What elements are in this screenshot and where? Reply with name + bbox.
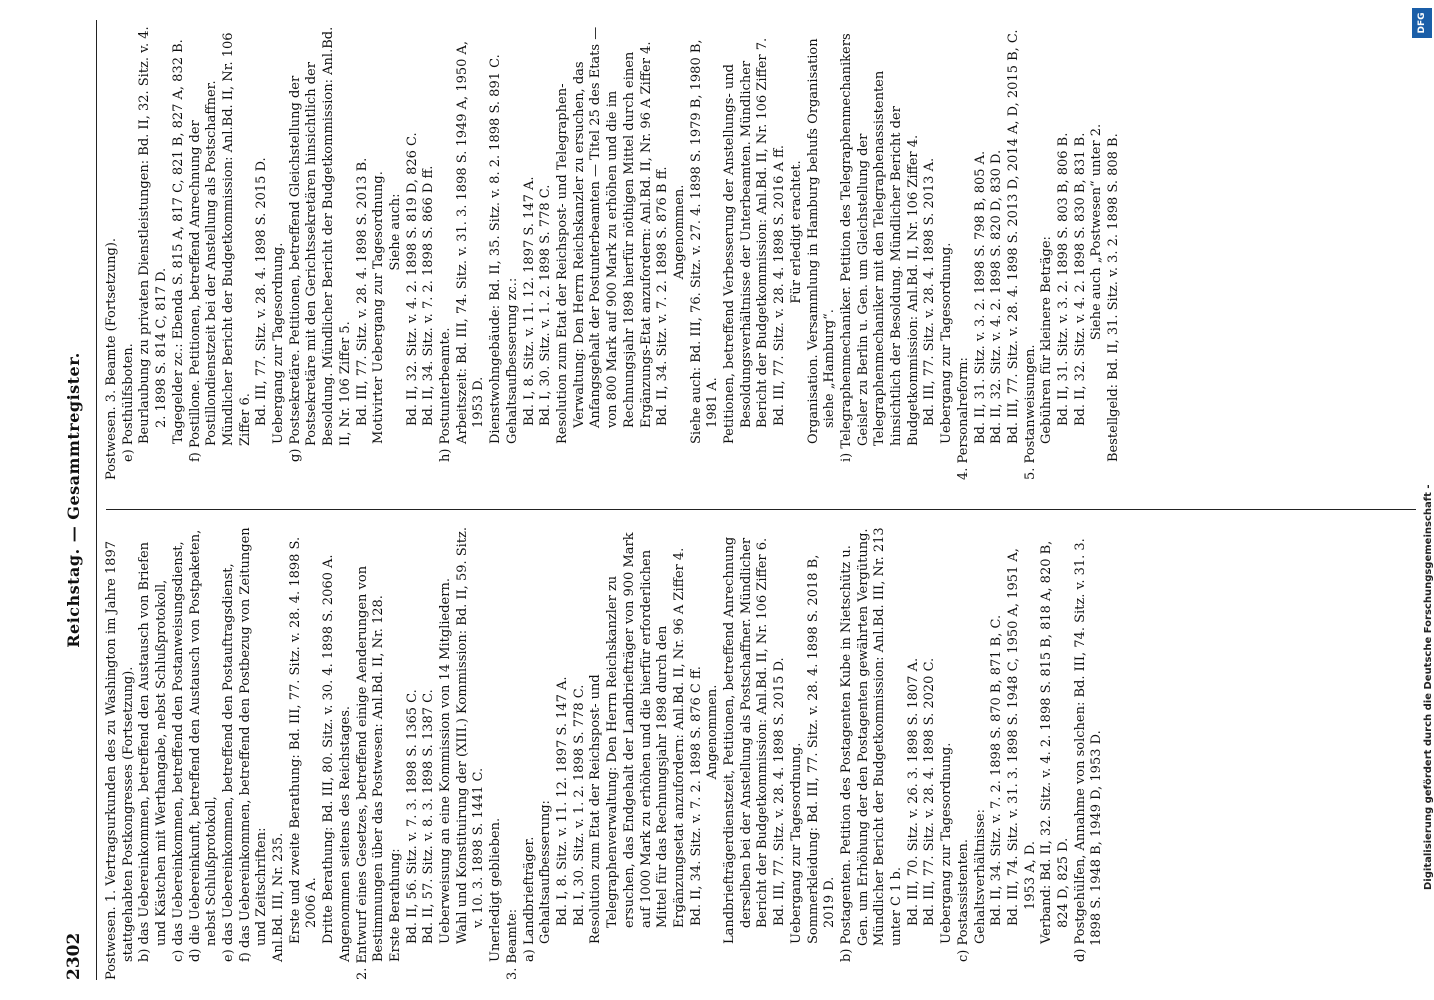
register-entry: 4. Personalreform: [955,357,971,480]
register-entry: Gebühren für kleinere Beträge: [1039,236,1055,444]
register-entry: d) Postgehülfen, Annahme von solchen: Bd. III, 74. Sitz. v. 31. 3. 1898 S. 1948 B, 1949 D, 1953 D. [1072,538,1105,962]
register-entry: Bd. III, 77. Sitz. v. 28. 4. 1898 S. 2013 B. [354,157,370,426]
register-entry: Bd. III, 74. Sitz. v. 31. 3. 1898 S. 1948 C, 1950 A, 1951 A, 1953 A, D. [1005,548,1038,926]
register-entry: Tagegelder zc.: Ebenda S. 815 A, 817 C, 821 B, 827 A, 832 B. [170,39,186,444]
register-entry: 3. Beamte: [504,908,520,980]
register-entry: b) das Uebereinkommen, betreffend den Austausch von Briefen und Kästchen mit Werthangabe, nebst Schlußprotokoll, [137,541,170,962]
register-entry: a) Landbriefträger. [521,836,537,962]
register-entry: f) das Uebereinkommen, betreffend den Postbezug von Zeitungen und Zeitschriften: [237,527,270,962]
register-entry: e) das Uebereinkommen, betreffend den Postauftragsdienst, [220,563,236,962]
register-entry: Erste und zweite Berathung: Bd. III, 77. Sitz. v. 28. 4. 1898 S. 2006 A. [287,536,320,944]
page-number: 2302 [64,932,84,980]
register-entry: Bd. III, 77. Sitz. v. 28. 4. 1898 S. 2015 D. [772,657,788,926]
register-entry: Bd. I, 8. Sitz. v. 11. 12. 1897 S. 147 A. [554,676,570,926]
register-entry: i) Telegraphenmechaniker. Petition des Telegraphenmechanikers Geisler zu Berlin u. Gen. um Gleichstellung der Telegraphenmechaniker mit den Telegraphenassistenten hinsichtlich der Besoldung. Mündlicher Bericht der Budgetkommission: Anl.Bd. II, Nr. 106 Ziffer 4. [838,33,921,462]
register-entry: Angenommen. [705,684,721,780]
register-entry: Bd. II, 31. Sitz. v. 3. 2. 1898 S. 798 B, 805 A. [972,150,988,444]
register-entry: Für erledigt erachtet. [788,160,804,304]
register-entry: c) Postassistenten. [955,838,971,962]
left-column [104,520,1106,980]
register-entry: Bd. II, 32. Sitz. v. 4. 2. 1898 S. 819 D, 826 C. [404,132,420,426]
rotated-register-page [56,0,1431,1000]
register-entry: Gehaltsaufbesserung zc.: [504,277,520,444]
register-entry: Bd. I, 30. Sitz. v. 1. 2. 1898 S. 778 C. [538,184,554,426]
register-entry: f) Postillone. Petitionen, betreffend Anrechnung der Postillondienstzeit bei der Anstellung als Postschaffner. Mündlicher Bericht der Budgetkommission: Anl.Bd. II, Nr. 106 Ziffer 6. [187,32,253,462]
register-entry: Ueberweisung an eine Kommission von 14 Mitgliedern. [438,578,454,944]
register-entry: Siehe auch „Postwesen“ unter 2. [1089,123,1105,341]
register-entry: Bd. II, 32. Sitz. v. 4. 2. 1898 S. 820 D, 830 D. [989,149,1005,444]
register-entry: Bd. II, 34. Sitz. v. 7. 2. 1898 S. 876 B ff. [655,166,671,426]
register-entry: Bd. II, 34. Sitz. v. 7. 2. 1898 S. 866 D ff. [421,165,437,426]
register-entry: Bd. I, 30. Sitz. v. 1. 2. 1898 S. 778 C. [571,684,587,926]
register-entry: d) die Uebereinkunft, betreffend den Austausch von Postpaketen, nebst Schlußprotokoll, [187,529,220,962]
page-header [62,20,92,980]
register-entry: Dritte Berathung: Bd. III, 80. Sitz. v. 30. 4. 1898 S. 2060 A. [321,554,337,944]
register-entry: Dienstwohngebäude: Bd. II, 35. Sitz. v. 8. 2. 1898 S. 891 C. [488,54,504,444]
register-entry: Bd. I, 8. Sitz. v. 11. 12. 1897 S. 147 A. [521,176,537,426]
register-entry: Bd. II, 57. Sitz. v. 8. 3. 1898 S. 1387 C. [421,689,437,944]
register-entry: Angenommen seitens des Reichstages. [337,705,353,962]
register-entry: Angenommen. [671,184,687,280]
register-entry: Landbriefträgerdienstzeit, Petitionen, betreffend Anrechnung derselben bei der Anstellung als Postschaffner. Mündlicher Bericht der Budgetkommission: Anl.Bd. II, Nr. 106 Ziffer 6. [722,536,771,944]
register-entry: Bd. II, 34. Sitz. v. 7. 2. 1898 S. 870 B, 871 B, C. [989,614,1005,926]
column-divider [106,509,1416,510]
register-entry: b) Postagenten. Petition des Postagenten Kube in Nietschütz u. Gen. um Erhöhung der den Postagenten gewährten Vergütung. Mündlicher Bericht der Budgetkommission: Anl.Bd. III, Nr. 213 unter C 1 b. [838,527,905,962]
register-entry: Arbeitszeit: Bd. III, 74. Sitz. v. 31. 3. 1898 S. 1949 A, 1950 A, 1953 D. [454,40,487,444]
register-entry: Sommerkleidung: Bd. III, 77. Sitz. v. 28. 4. 1898 S. 2018 B, 2019 D. [805,554,838,944]
register-entry: Erste Berathung: [387,848,403,962]
register-entry: Postwesen. 1. Vertragsurkunden des zu Washington im Jahre 1897 stattgehabten Postkongresses (Fortsetzung). [104,541,136,980]
register-entry: Uebergang zur Tagesordnung. [939,242,955,444]
register-entry: Bd. III, 77. Sitz. v. 28. 4. 1898 S. 2013 A. [922,157,938,426]
register-entry: Bd. III, 77. Sitz. v. 28. 4. 1898 S. 2016 A ff. [772,145,788,426]
register-entry: Bestellgeld: Bd. II, 31. Sitz. v. 3. 2. 1898 S. 808 B. [1106,133,1122,462]
register-entry: Siehe auch: [387,193,403,271]
register-entry: Gehaltsaufbesserung: [538,800,554,944]
digitization-credit: Digitalisierung gefördert durch die Deutsche Forschungsgemeinschaft - [1423,484,1434,890]
register-entry: Uebergang zur Tagesordnung. [271,242,287,444]
register-entry: Uebergang zur Tagesordnung. [939,742,955,944]
register-entry: 2. Entwurf eines Gesetzes, betreffend einige Aenderungen von Bestimmungen über das Postwesen: Anl.Bd. II, Nr. 128. [354,565,387,980]
register-entry: Bd. III, 77. Sitz. v. 28. 4. 1898 S. 2015 D. [254,157,270,426]
register-entry: 5. Postanweisungen. [1022,344,1038,480]
register-entry: Postwesen. 3. Beamte (Fortsetzung). [104,237,119,480]
register-entry: Unerledigt geblieben. [488,817,504,962]
register-entry: Bd. III, 70. Sitz. v. 26. 3. 1898 S. 1807 A. [905,657,921,926]
register-entry: Petitionen, betreffend Verbesserung der Anstellungs- und Besoldungsverhältnisse der Unterbeamten. Mündlicher Bericht der Budgetkommission: Anl.Bd. II, Nr. 106 Ziffer 7. [722,37,771,444]
dfg-logo: DFG [1412,8,1432,38]
register-entry: Organisation. Versammlung in Hamburg behufs Organisation siehe „Hamburg“. [805,38,838,444]
register-entry: Resolution zum Etat der Reichspost- und Telegraphenverwaltung: Den Herrn Reichskanzler zu ersuchen, das Endgehalt der Landbriefträger von 900 Mark auf 1000 Mark zu erhöhen und die hierfür erforderlichen Mittel für das Rechnungsjahr 1898 durch den Ergänzungsetat anzufordern: Anl.Bd. II, Nr. 96 A Ziffer 4. [588,532,687,944]
register-entry: h) Postunterbeamte. [438,327,454,462]
register-entry: Bd. II, 34. Sitz. v. 7. 2. 1898 S. 876 C ff. [688,666,704,926]
register-entry: Wahl und Konstituirung der (XIII.) Kommission: Bd. II, 59. Sitz. v. 10. 3. 1898 S. 1441 C. [454,526,487,944]
register-entry: Verband: Bd. II, 32. Sitz. v. 4. 2. 1898 S. 815 B, 818 A, 820 B, 824 D, 825 D. [1039,540,1072,944]
register-entry: Motivirter Uebergang zur Tagesordnung. [371,171,387,444]
header-rule [96,20,97,980]
register-entry: c) das Uebereinkommen, betreffend den Postanweisungsdienst, [170,541,186,962]
register-entry: Resolution zum Etat der Reichspost- und Telegraphen-Verwaltung: Den Herrn Reichskanzler zu ersuchen, das Anfangsgehalt der Postunterbeamten — Titel 25 des Etats — von 800 Mark auf 900 Mark zu erhöhen und die im Rechnungsjahr 1898 hierfür nöthigen Mittel durch einen Ergänzungs-Etat anzufordern: Anl.Bd. II, Nr. 96 A Ziffer 4. [554,26,654,444]
register-entry: e) Posthülfsboten. [120,343,136,462]
register-entry: Beurlaubung zu privaten Dienstleistungen: Bd. II, 32. Sitz. v. 4. 2. 1898 S. 814 C, 817 D. [137,26,170,444]
register-entry: Gehaltsverhältnisse: [972,809,988,944]
register-entry: Bd. III, 77. Sitz. v. 28. 4. 1898 S. 2013 D, 2014 A, D, 2015 B, C. [1005,29,1021,444]
register-entry: g) Postsekretäre. Petitionen, betreffend Gleichstellung der Postsekretäre mit den Gerichtssekretären hinsichtlich der Besoldung. Mündlicher Bericht der Budgetkommission: Anl.Bd. II, Nr. 106 Ziffer 5. [287,26,353,462]
register-entry: Siehe auch: Bd. III, 76. Sitz. v. 27. 4. 1898 S. 1979 B, 1980 B, 1981 A. [688,39,721,444]
register-entry: Bd. III, 77. Sitz. v. 28. 4. 1898 S. 2020 C. [922,657,938,926]
page-title: Reichstag. — Gesammtregister. [64,352,83,648]
register-entry: Bd. II, 31. Sitz. v. 3. 2. 1898 S. 803 B, 806 B. [1056,132,1072,426]
register-entry: Uebergang zur Tagesordnung. [788,742,804,944]
right-column [104,20,1123,480]
register-entry: Bd. II, 32. Sitz. v. 4. 2. 1898 S. 830 B, 831 B. [1072,132,1088,426]
register-entry: Bd. II, 56. Sitz. v. 7. 3. 1898 S. 1365 C. [404,689,420,944]
register-entry: Anl.Bd. III, Nr. 235. [271,832,287,962]
